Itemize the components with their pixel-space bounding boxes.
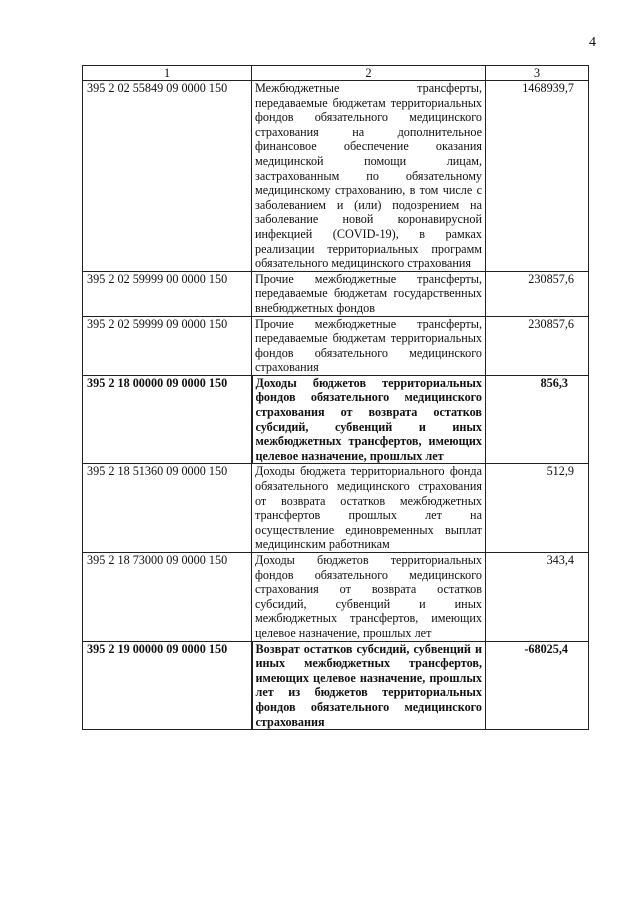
amount-cell: -68025,4 [486,641,589,730]
amount-cell: 512,9 [486,464,589,553]
budget-code-cell: 395 2 18 73000 09 0000 150 [83,553,252,642]
amount-cell: 1468939,7 [486,81,589,272]
amount-cell: 230857,6 [486,316,589,375]
amount-cell: 856,3 [486,375,589,464]
table-row [83,553,589,642]
page-number: 4 [589,35,596,50]
budget-code-cell: 395 2 02 59999 00 0000 150 [83,271,252,316]
table-header-row [83,66,589,81]
budget-code-cell: 395 2 19 00000 09 0000 150 [83,641,252,730]
revenue-name-cell: Возврат остатков субсидий, субвенций и иных межбюджетных трансфертов, имеющих целевое назначение, прошлых лет из бюджетов территориальных фондов обязательного медицинского страхования [252,641,486,730]
budget-code-cell: 395 2 18 00000 09 0000 150 [83,375,252,464]
table-row [83,464,589,553]
revenue-name-cell: Прочие межбюджетные трансферты, передаваемые бюджетам территориальных фондов обязательного медицинского страхования [252,316,486,375]
table-row [83,271,589,316]
budget-code-cell: 395 2 02 59999 09 0000 150 [83,316,252,375]
revenue-name-cell: Прочие межбюджетные трансферты, передаваемые бюджетам государственных внебюджетных фондов [252,271,486,316]
revenue-name-cell: Доходы бюджета территориального фонда обязательного медицинского страхования от возврата остатков межбюджетных трансфертов прошлых лет на осуществление единовременных выплат медицинским работникам [252,464,486,553]
budget-revenue-table [82,65,589,730]
revenue-name-cell: Доходы бюджетов территориальных фондов обязательного медицинского страхования от возврата остатков субсидий, субвенций и иных межбюджетных трансфертов, имеющих целевое назначение, прошлых лет [252,553,486,642]
table-row [83,81,589,272]
revenue-name-cell: Межбюджетные трансферты, передаваемые бюджетам территориальных фондов обязательного медицинского страхования на дополнительное финансовое обеспечение оказания медицинской помощи лицам, застрахованным по обязательному медицинскому страхованию, в том числе с заболеванием и (или) подозрением на заболевание новой коронавирусной инфекцией (COVID-19), в рамках реализации территориальных программ обязательного медицинского страхования [252,81,486,272]
amount-cell: 230857,6 [486,271,589,316]
amount-cell: 343,4 [486,553,589,642]
table-row-total [83,641,589,730]
budget-code-cell: 395 2 02 55849 09 0000 150 [83,81,252,272]
revenue-name-cell: Доходы бюджетов территориальных фондов обязательного медицинского страхования от возврата остатков субсидий, субвенций и иных межбюджетных трансфертов, имеющих целевое назначение, прошлых лет [252,375,486,464]
table-row [83,316,589,375]
budget-code-cell: 395 2 18 51360 09 0000 150 [83,464,252,553]
column-header-code: 1 [83,66,252,81]
table-row-total [83,375,589,464]
column-header-amount: 3 [486,66,589,81]
column-header-name: 2 [252,66,486,81]
